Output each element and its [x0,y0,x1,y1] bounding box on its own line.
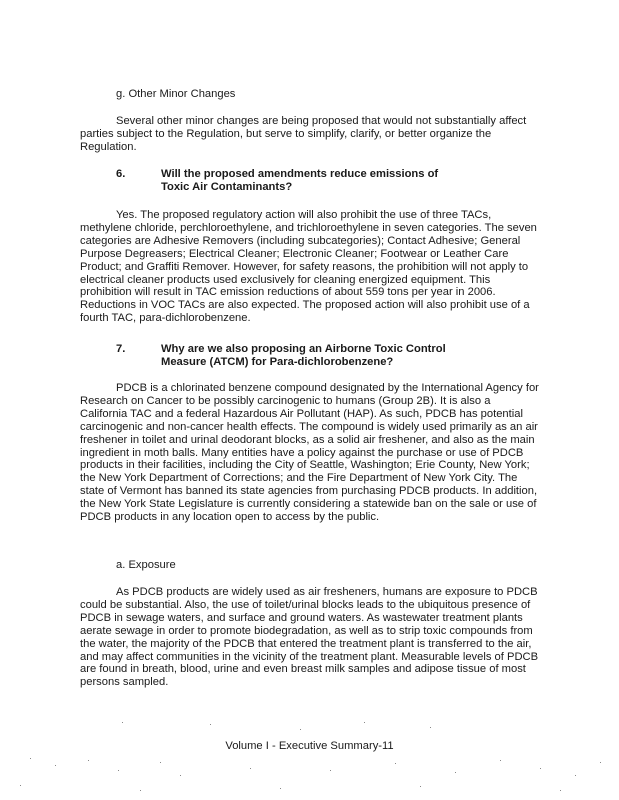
subsection-heading-exposure: a. Exposure [116,559,176,571]
paragraph-other-minor-changes: Several other minor changes are being proposed that would not substantially affect parties subject to the Regulation, but serve to simplify, clarify, or better organize the Regulation. [80,115,527,153]
paragraph-pdcb-background: PDCB is a chlorinated benzene compound designated by the International Agency for Research on Cancer to be possibly carcinogenic to humans (Group 2B). It is also a California TAC and a federal Hazardous Air Pollutant (HAP). As such, PDCB has potential carcinogenic and non-cancer health effects. The compound is widely used primarily as an air freshener in toilet and urinal deodorant blocks, as a solid air freshener, and also as the main ingredient in moth balls. Many entities have a policy against the purchase or use of PDCB products in their facilities, including the City of Seattle, Washington; Erie County, New York; the New York Department of Corrections; and the Fire Department of New York City. The state of Vermont has banned its state agencies from purchasing PDCB products. In addition, the New York State Legislature is currently considering a statewide ban on the sale or use of PDCB products in any location open to access by the public. [80,382,539,524]
section-number: 7. [116,343,126,355]
section-title: Why are we also proposing an Airborne Toxic Control Measure (ATCM) for Para-dichlorobenzene? [161,343,446,368]
paragraph-exposure: As PDCB products are widely used as air fresheners, humans are exposure to PDCB could be substantial. Also, the use of toilet/urinal blocks leads to the ubiquitous presence of PDCB in sewage waters, and surface and ground waters. As wastewater treatment plants aerate sewage in order to promote biodegradation, as well as to strip toxic compounds from the water, the majority of the PDCB that entered the treatment plant is transferred to the air, and may affect communities in the vicinity of the treatment plant. Measurable levels of PDCB are found in breath, blood, urine and even breast milk samples and adipose tissue of most persons sampled. [80,586,539,689]
section-title: Will the proposed amendments reduce emissions of Toxic Air Contaminants? [161,168,439,193]
section-heading-7 [80,343,540,369]
subsection-heading-other-minor-changes: g. Other Minor Changes [116,88,236,100]
section-number: 6. [116,168,126,180]
paragraph-toxic-air-contaminants: Yes. The proposed regulatory action will also prohibit the use of three TACs, methylene chloride, perchloroethylene, and trichloroethylene in seven categories. The seven categories are Adhesive Removers (including subcategories); Contact Adhesive; General Purpose Degreasers; Electrical Cleaner; Electronic Cleaner; Footwear or Leather Care Product; and Graffiti Remover. However, for safety reasons, the prohibition will not apply to electrical cleaner products used exclusively for cleaning energized equipment. This prohibition will result in TAC emission reductions of about 559 tons per year in 2006. Reductions in VOC TACs are also expected. The proposed action will also prohibit use of a fourth TAC, para-dichlorobenzene. [80,209,537,325]
section-heading-6 [80,168,540,194]
page-footer: Volume I - Executive Summary-11 [225,740,394,752]
